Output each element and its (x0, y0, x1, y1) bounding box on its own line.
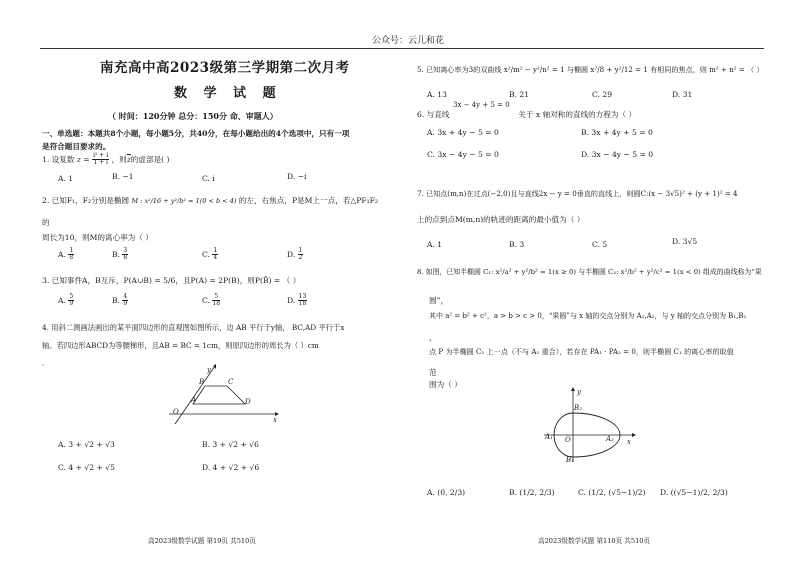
q6-pre: 6. 与直线 (417, 110, 450, 119)
q8-option-d[interactable]: D. ((√5−1)/2, 2/3) (660, 488, 728, 497)
q2-option-a[interactable] (58, 248, 74, 262)
q1-num: i² + i (93, 152, 109, 159)
q5-option-c[interactable]: C. 29 (592, 90, 613, 99)
question-2 (42, 196, 378, 205)
q4-label-d: D (245, 398, 251, 406)
q2-a-label: A. (58, 249, 66, 259)
q3-a-num: 5 (69, 293, 74, 300)
q2-c-den: 4 (213, 254, 218, 262)
header-rule (40, 48, 764, 49)
q4-option-c[interactable]: C. 4 + √2 + √5 (58, 463, 115, 472)
q3-option-c[interactable] (202, 294, 220, 308)
q3-a-label: A. (58, 295, 66, 305)
q6-option-a[interactable] (427, 128, 499, 137)
q4-option-a[interactable]: A. 3 + √2 + √3 (58, 440, 115, 449)
q2-line2: 的 (42, 218, 50, 227)
q8-label-b2: B₂ (574, 404, 582, 412)
q1-post2: 的虚部是( ) (130, 154, 170, 164)
q8-label-o: O (565, 436, 571, 444)
q8-x-arrow (632, 433, 636, 437)
q8-label-x: x (627, 438, 631, 446)
q3-option-b[interactable] (112, 294, 128, 308)
q4-label-o: O (173, 408, 179, 416)
footer-left: 高2023级数学试题 第19页 共510页 (148, 537, 256, 545)
q2-b-label: B. (112, 249, 120, 259)
q8-option-b[interactable]: B. (1/2, 2/3) (509, 488, 555, 497)
q2-d-den: 2 (298, 254, 303, 262)
q2-b-den: 8 (123, 254, 128, 262)
q4-option-b[interactable]: B. 3 + √2 + √6 (202, 440, 259, 449)
q2-option-c[interactable] (202, 248, 218, 262)
q8-label-a2: A₂ (606, 435, 614, 443)
q6-post: 关于 x 轴对称的直线的方程为（ ） (518, 110, 637, 119)
q2-post: 的左，右焦点，P是M上一点，若△PF₁F₂ (238, 196, 378, 205)
q3-b-label: B. (112, 295, 120, 305)
q4-line2: 轴。若四边形ABCD为等腰梯形，且AB = BC = 1cm，则原四边形的周长为（ ）cm (42, 341, 319, 350)
q1-z: z = (76, 154, 90, 164)
q2-d-num: 1 (298, 247, 303, 254)
exam-title: 南充高中高2023级第三学期第二次月考 (100, 60, 350, 76)
q8-y-arrow (571, 387, 575, 391)
q6-d-label: D. (581, 150, 590, 159)
question-4: 4. 用斜二测画法画出的某平面四边形的直观图如图所示，边 AB 平行于y轴， BC,AD 平行于x (42, 323, 345, 332)
account-label: 公众号：云儿和花 (372, 36, 445, 46)
q2-option-d[interactable] (287, 248, 303, 262)
footer-right: 高2023级数学试题 第110页 共510页 (538, 537, 651, 545)
q5-option-d[interactable]: D. 31 (672, 90, 693, 99)
q6-c-eq: 3x − 4y − 5 = 0 (437, 150, 499, 159)
q6-d-eq: 3x − 4y − 5 = 0 (591, 150, 654, 159)
exam-info: （ 时间：120分钟 总分：150分 命、审题人） (108, 111, 278, 121)
q4-label-b: B (199, 378, 205, 386)
q3-c-num: 5 (214, 293, 219, 300)
q2-c-num: 1 (213, 247, 218, 254)
section-heading-cont: 是符合题目要求的。 (42, 142, 111, 151)
q6-option-d[interactable] (581, 150, 653, 159)
q7-line2: 上的点到点M(m,n)的轨迹的距离的最小值为（ ） (417, 215, 585, 224)
q1-den: 1 + i (93, 159, 108, 167)
q6-line-eq: 3x − 4y + 5 = 0 (453, 101, 510, 109)
q6-c-label: C. (427, 150, 435, 159)
q1-post: ，则 (111, 154, 127, 164)
q6-option-c[interactable] (427, 150, 499, 159)
q8-line7: 围为（ ） (429, 380, 462, 389)
q8-line6: 范 (429, 368, 437, 377)
q3-b-den: 9 (123, 300, 128, 308)
q5-option-b[interactable]: B. 21 (509, 90, 530, 99)
q3-c-label: C. (202, 295, 210, 305)
q1-pre: 1. 设复数 (42, 154, 75, 164)
question-8: 8. 如图，已知半椭圆 C₁: x²/a² + y²/b² = 1(x ≥ 0) 与半椭圆 C₂: x²/b² + y²/c² = 1(x < 0) 组成的曲线称为“果 (417, 268, 762, 276)
question-3: 3. 已知事件A，B互斥，P(A∪B) = 5/6，且P(A) = 2P(B)，则P(B̄) = （ ） (42, 276, 301, 285)
q8-line4: ， (429, 333, 437, 342)
q2-pre: 2. 已知F₁，F₂分别是椭圆 (42, 196, 130, 205)
q6-option-b[interactable] (581, 128, 653, 137)
q3-b-num: 4 (123, 293, 128, 300)
question-1 (42, 153, 170, 167)
q2-c-label: C. (202, 249, 210, 259)
exam-subject: 数 学 试 题 (174, 86, 282, 101)
q7-option-a[interactable]: A. 1 (427, 240, 443, 249)
q4-option-d[interactable]: D. 4 + √2 + √6 (202, 463, 260, 472)
q6-a-eq: 3x + 4y − 5 = 0 (437, 128, 499, 137)
q4-label-c: C (228, 378, 234, 386)
q5-option-a[interactable]: A. 13 (427, 90, 447, 99)
q2-d-label: D. (287, 249, 296, 259)
q4-label-x: x (273, 416, 277, 424)
q1-option-c[interactable]: C. i (202, 174, 215, 183)
q3-option-d[interactable] (287, 294, 307, 308)
q7-option-d[interactable]: D. 3√5 (672, 237, 698, 246)
q8-label-b1: B₁ (566, 456, 574, 464)
q2-a-num: 1 (69, 247, 74, 254)
question-6 (417, 110, 636, 119)
q3-d-label: D. (287, 295, 296, 305)
q8-line5: 点 P 为半椭圆 C₂ 上一点（不与 A₁ 重合），若存在 PA₁ · PA₂ = 0，则半椭圆 C₁ 的离心率的取值 (429, 347, 734, 356)
q3-d-num: 13 (298, 293, 307, 300)
q1-fraction (92, 153, 109, 167)
q8-label-y: y (577, 388, 581, 396)
q7-option-c[interactable]: C. 5 (592, 240, 608, 249)
q1-option-d[interactable]: D. −i (287, 172, 307, 181)
q2-ellipse: M : x²/16 + y²/b² = 1(0 < b < 4) (131, 197, 237, 205)
q4-y-axis (175, 366, 215, 424)
q6-a-label: A. (427, 128, 435, 137)
question-7: 7. 已知点(m,n)在过点(−2,0)且与直线2x − y = 0垂直的直线上，则圆C:(x − 3√5)² + (y + 1)² = 4 (417, 189, 738, 198)
q7-option-b[interactable]: B. 3 (509, 240, 525, 249)
q3-a-den: 9 (69, 300, 74, 308)
q8-figure (540, 386, 640, 464)
q3-d-den: 18 (298, 300, 307, 308)
q4-label-y: y (207, 366, 211, 374)
q2-b-num: 3 (123, 247, 128, 254)
q3-c-den: 18 (212, 300, 221, 308)
section-heading: 一、单选题：本题共8个小题，每小题5分，共40分，在每小题给出的4个选项中，只有一项 (42, 129, 350, 138)
q8-line3: 其中 a² = b² + c²，a > b > c > 0，“果圆”与 x 轴的交点分别为 A₁,A₂，与 y 轴的交点分别为 B₁,B₂ (429, 312, 747, 320)
q2-a-den: 8 (69, 254, 74, 262)
question-5: 5. 已知离心率为3的双曲线 x²/m² − y²/n² = 1 与椭圆 x²/8 + y²/12 = 1 有相同的焦点，则 m² + n² = （ ） (417, 65, 764, 74)
q6-b-label: B. (581, 128, 589, 137)
q6-b-eq: 3x + 4y + 5 = 0 (591, 128, 653, 137)
q2-line3: 周长为10，则M的离心率为（ ） (42, 233, 153, 242)
q8-option-c[interactable]: C. (1/2, (√5−1)/2) (578, 488, 646, 497)
q2-option-b[interactable] (112, 248, 128, 262)
q4-trapezoid (193, 386, 245, 404)
q4-line3: ． (42, 358, 50, 367)
q1-option-b[interactable]: B. −1 (112, 172, 134, 181)
q4-figure (165, 362, 280, 428)
q1-option-a[interactable]: A. 1 (58, 174, 74, 183)
q8-line2: 圆”， (429, 296, 449, 305)
q8-option-a[interactable]: A. (0, 2/3) (427, 488, 466, 497)
q4-label-a: A (191, 396, 197, 404)
q1-bar: $\overline{z}$ (126, 154, 131, 164)
q8-label-a1: A₁ (545, 433, 553, 441)
q3-option-a[interactable] (58, 294, 74, 308)
